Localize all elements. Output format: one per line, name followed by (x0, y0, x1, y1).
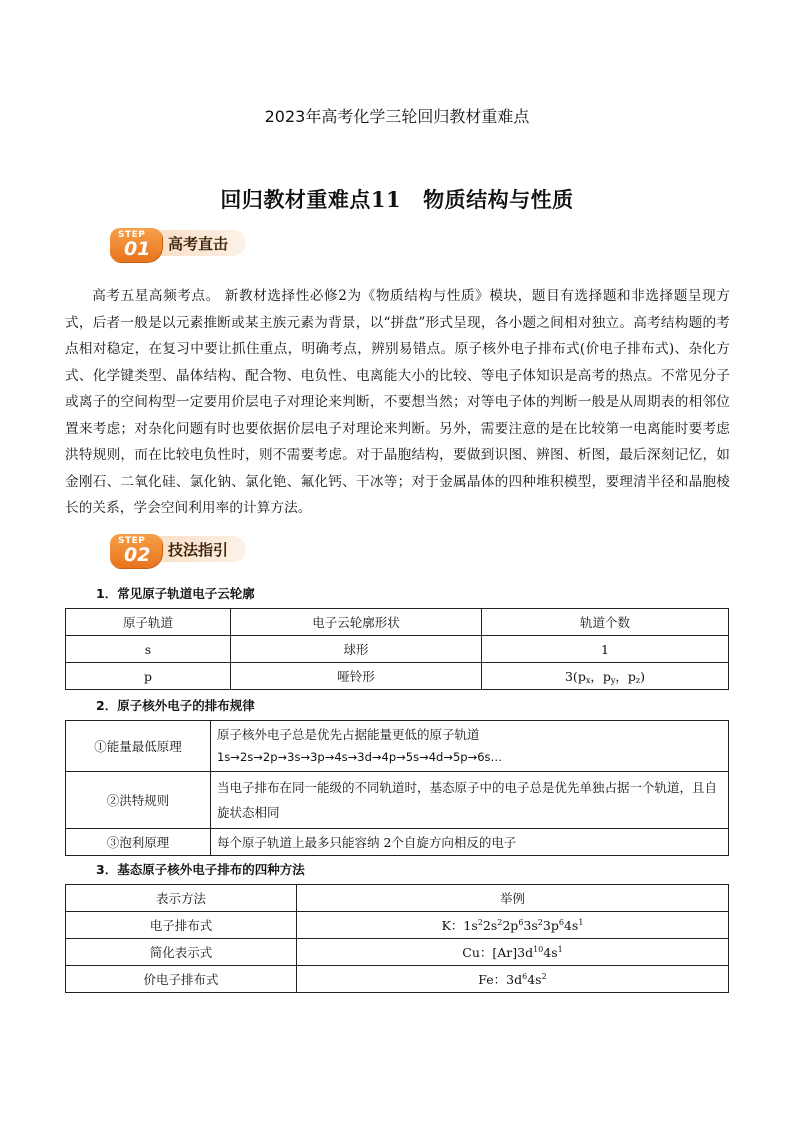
step-01-banner (110, 228, 260, 258)
table-row (66, 939, 729, 966)
table-cell: 1 (482, 636, 729, 663)
config-formula: K：$1s^22s^22p^63s^23p^64s^1$ (441, 918, 584, 933)
table-cell: 电子排布式 (66, 912, 297, 939)
rule-sequence: 1s→2s→2p→3s→3p→4s→3d→4p→5s→4d→5p→6s… (217, 750, 503, 764)
table-row (66, 636, 729, 663)
table-cell: 哑铃形 (231, 663, 482, 690)
table-header-cell: 原子轨道 (66, 609, 231, 636)
table-row (66, 912, 729, 939)
table-cell: s (66, 636, 231, 663)
step-badge (110, 534, 162, 568)
step-badge (110, 228, 162, 262)
step-02-label: 技法指引 (168, 541, 229, 559)
table-header-cell: 轨道个数 (482, 609, 729, 636)
table-row (66, 663, 729, 690)
page-title-part1: 回归教材重难点11 (220, 187, 402, 212)
table-row (66, 966, 729, 993)
table-cell: 简化表示式 (66, 939, 297, 966)
table-cell: 每个原子轨道上最多只能容纳 2个自旋方向相反的电子 (211, 829, 729, 856)
table-header-cell: 表示方法 (66, 885, 297, 912)
step-badge-number: 02 (124, 544, 151, 566)
section-2-title: 2．原子核外电子的排布规律 (96, 698, 255, 713)
table-cell (211, 721, 729, 772)
table-cell: ①能量最低原理 (66, 721, 211, 772)
table-cell (297, 912, 729, 939)
table-cell: 当电子排布在同一能级的不同轨道时，基态原子中的电子总是优先单独占据一个轨道，且自旋状态相同 (211, 772, 729, 829)
table-header-cell: 举例 (297, 885, 729, 912)
intro-paragraph: 高考五星高频考点。 新教材选择性必修2为《物质结构与性质》模块，题目有选择题和非选择题呈现方式，后者一般是以元素推断或某主族元素为背景，以“拼盘”形式呈现，各小题之间相对独立。高考结构题的考点相对稳定，在复习中要让抓住重点，明确考点，辨别易错点。原子核外电子排布式(价电子排布式)、杂化方式、化学键类型、晶体结构、配合物、电负性、电离能大小的比较、等电子体知识是高考的热点。不常见分子或离子的空间构型一定要用价层电子对理论来判断，不要想当然；对等电子体的判断一般是从周期表的相邻位置来考虑；对杂化问题有时也要依据价层电子对理论来判断。另外，需要注意的是在比较第一电离能时要考虑洪特规则，而在比较电负性时，则不需要考虑。对于晶胞结构，要做到识图、辨图、析图，最后深刻记忆，如金刚石、二氧化硅、氯化钠、氯化铯、氟化钙、干冰等；对于金属晶体的四种堆积模型，要理清半径和晶胞棱长的关系，学会空间利用率的计算方法。 (65, 288, 730, 516)
config-formula: Fe：$3d^64s^2$ (478, 972, 547, 987)
rule-text: 原子核外电子总是优先占据能量更低的原子轨道 (217, 727, 480, 742)
page-title-part2: 物质结构与性质 (423, 187, 574, 212)
table-row (66, 772, 729, 829)
electron-rules-table (65, 720, 729, 856)
step-01-label: 高考直击 (168, 235, 229, 253)
step-02-banner (110, 534, 260, 564)
step-badge-number: 01 (124, 238, 151, 260)
table-cell: ②洪特规则 (66, 772, 211, 829)
table-header-row (66, 609, 729, 636)
section-1-title: 1．常见原子轨道电子云轮廓 (96, 586, 255, 601)
config-formula: Cu：$[Ar]3d^{10}4s^1$ (462, 945, 563, 960)
electron-config-table (65, 884, 729, 993)
orbital-table (65, 608, 729, 690)
table-row (66, 829, 729, 856)
table-cell: p (66, 663, 231, 690)
table-cell: $3(p_x$，$p_y$，$p_z$) (482, 663, 729, 690)
section-3-title: 3．基态原子核外电子排布的四种方法 (96, 862, 305, 877)
table-header-row (66, 885, 729, 912)
table-cell: ③泡利原理 (66, 829, 211, 856)
table-cell: 价电子排布式 (66, 966, 297, 993)
table-cell: 球形 (231, 636, 482, 663)
header-title: 2023年高考化学三轮回归教材重难点 (264, 107, 530, 126)
page-title (0, 184, 794, 214)
table-header-cell: 电子云轮廓形状 (231, 609, 482, 636)
table-cell (297, 966, 729, 993)
table-cell (297, 939, 729, 966)
table-row (66, 721, 729, 772)
step-badge-text: STEP (118, 230, 146, 240)
step-badge-text: STEP (118, 536, 146, 546)
